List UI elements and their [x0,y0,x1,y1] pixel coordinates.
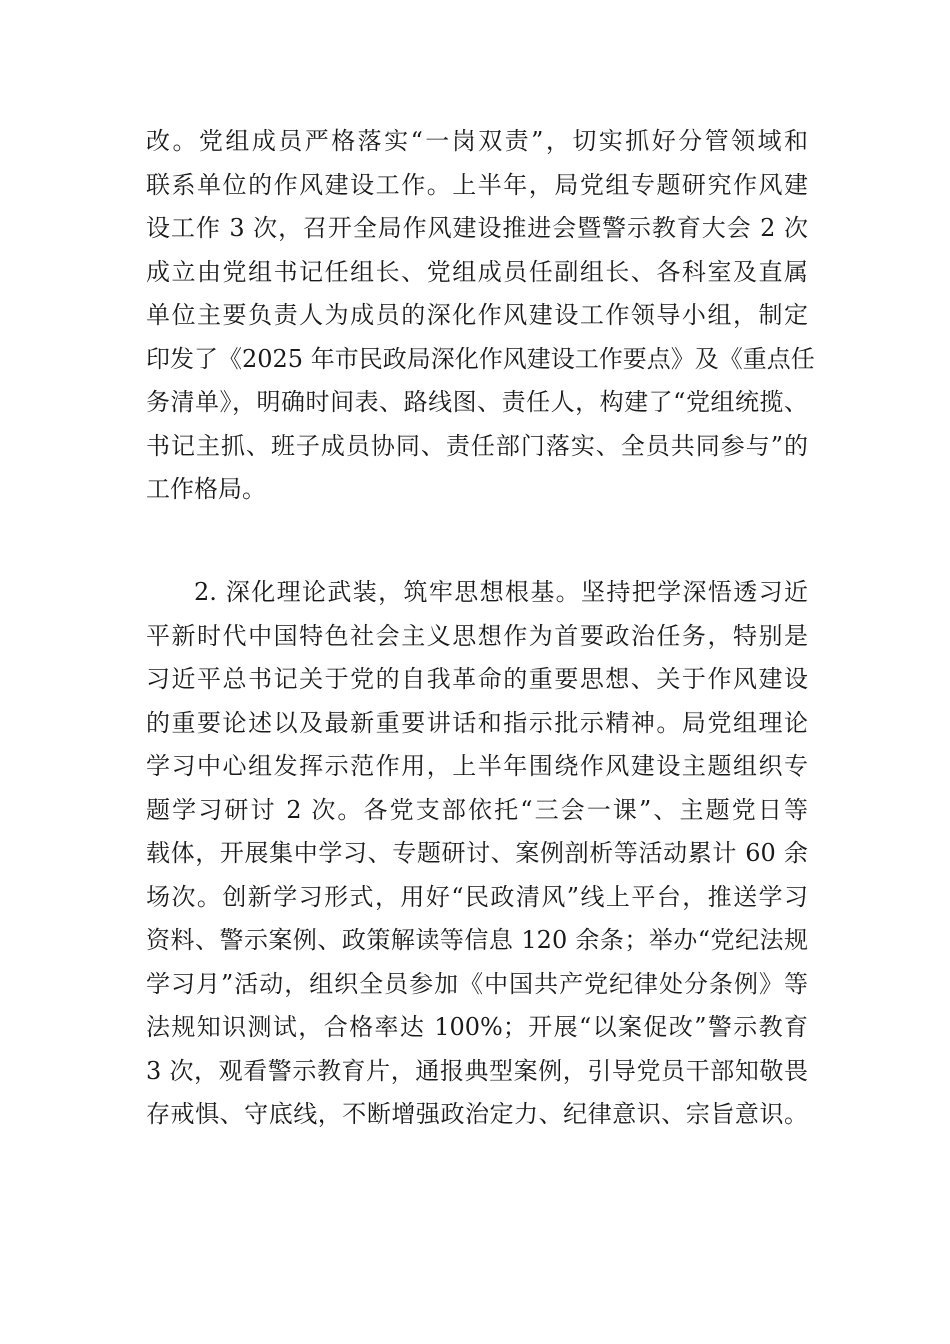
text-line: 工作格局。 [146,475,266,503]
text-line: 法规知识测试，合格率达 100%；开展“以案促改”警示教育 [146,1013,808,1041]
text-line: 单位主要负责人为成员的深化作风建设工作领导小组，制定 [146,301,808,329]
text-line: 书记主抓、班子成员协同、责任部门落实、全员共同参与”的 [146,431,808,460]
text-line: 务清单》，明确时间表、路线图、责任人，构建了“党组统揽、 [146,388,808,416]
text-line: 的重要论述以及最新重要讲话和指示批示精神。局党组理论 [146,708,808,737]
text-line: 学习月”活动，组织全员参加《中国共产党纪律处分条例》等 [146,969,808,998]
text-line: 联系单位的作风建设工作。上半年，局党组专题研究作风建 [146,170,808,199]
text-line: 3 次，观看警示教育片，通报典型案例，引导党员干部知敬畏 [146,1056,808,1085]
text-line: 成立由党组书记任组长、党组成员任副组长、各科室及直属 [146,257,808,286]
text-line: 印发了《2025 年市民政局深化作风建设工作要点》及《重点任 [146,344,815,373]
text-line: 设工作 3 次，召开全局作风建设推进会暨警示教育大会 2 次 [146,214,808,242]
text-line: 改。党组成员严格落实“一岗双责”，切实抓好分管领域和 [146,127,808,155]
text-line: 题学习研讨 2 次。各党支部依托“三会一课”、主题党日等 [146,795,808,824]
paragraph-2 [146,571,808,1137]
text-line: 场次。创新学习形式，用好“民政清风”线上平台，推送学习 [146,882,808,911]
text-line: 习近平总书记关于党的自我革命的重要思想、关于作风建设 [146,665,808,693]
text-line: 2. 深化理论武装，筑牢思想根基。坚持把学深悟透习近 [194,578,808,606]
text-line: 平新时代中国特色社会主义思想作为首要政治任务，特别是 [146,621,808,650]
text-line: 载体，开展集中学习、专题研讨、案例剖析等活动累计 60 余 [146,839,808,867]
paragraph-1 [146,120,815,512]
text-line: 学习中心组发挥示范作用，上半年围绕作风建设主题组织专 [146,752,808,780]
text-line: 资料、警示案例、政策解读等信息 120 余条；举办“党纪法规 [146,926,808,954]
text-line: 存戒惧、守底线，不断增强政治定力、纪律意识、宗旨意识。 [146,1100,808,1128]
